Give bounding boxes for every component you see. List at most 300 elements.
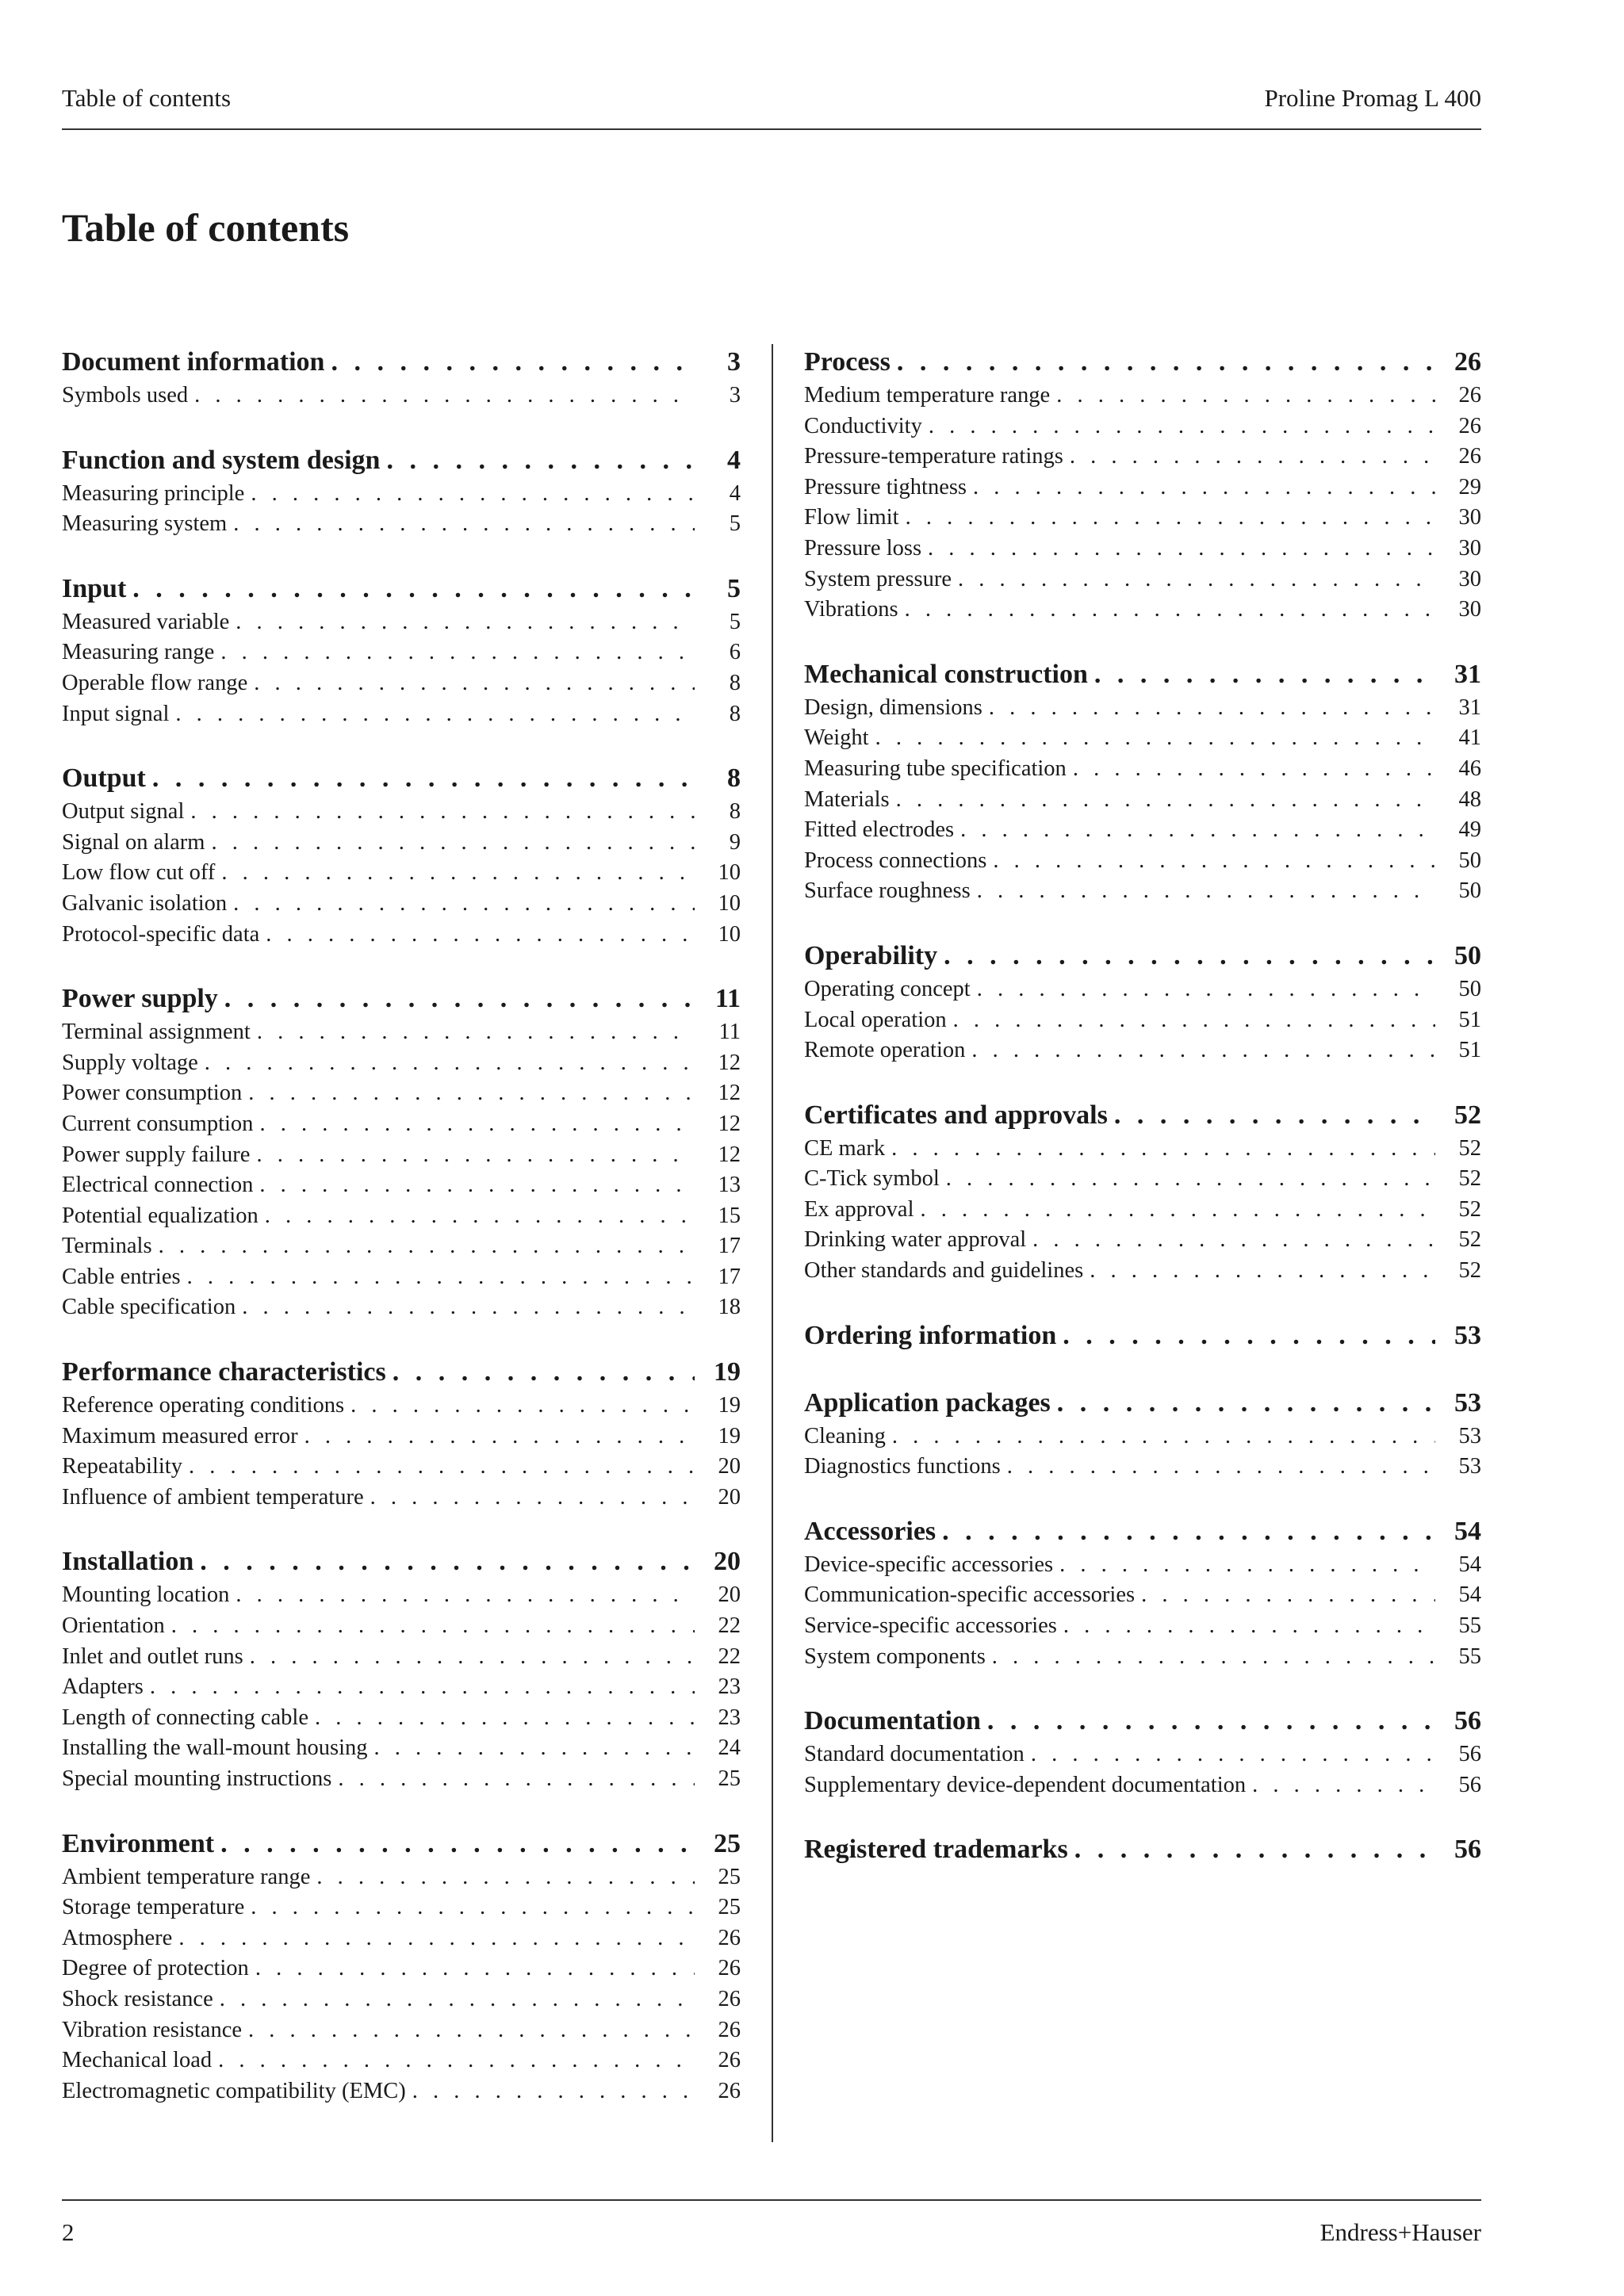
- toc-subentry-title: Ambient temperature range: [62, 1864, 311, 1889]
- toc-section: [62, 1354, 741, 1513]
- toc-page-number: 11: [714, 984, 741, 1014]
- toc-subentry[interactable]: [62, 381, 741, 411]
- toc-section: [804, 344, 1481, 626]
- toc-section-title: Performance characteristics: [62, 1357, 386, 1387]
- toc-page-number: 54: [1454, 1516, 1481, 1546]
- toc-section-entry[interactable]: [62, 981, 741, 1017]
- toc-subentry[interactable]: [62, 509, 741, 540]
- toc-subentry-title: Degree of protection: [62, 1956, 249, 1981]
- toc-subentry[interactable]: [62, 1984, 741, 2015]
- toc-page-number: 25: [714, 1828, 741, 1858]
- toc-subentry-title: Adapters: [62, 1674, 144, 1700]
- dot-leader: [971, 1035, 1435, 1066]
- toc-page-number: 52: [1458, 1258, 1481, 1284]
- toc-subentry-title: Weight: [804, 725, 869, 751]
- dot-leader: [1073, 754, 1435, 785]
- toc-subentry-title: Current consumption: [62, 1111, 254, 1136]
- toc-subentry[interactable]: [62, 2045, 741, 2076]
- toc-page-number: 8: [729, 670, 741, 695]
- toc-subentry-title: Medium temperature range: [804, 383, 1051, 408]
- toc-page-number: 20: [714, 1547, 741, 1577]
- page-footer: [62, 2199, 1481, 2247]
- toc-subentry[interactable]: [62, 1231, 741, 1262]
- toc-subentry[interactable]: [62, 889, 741, 920]
- toc-subentry-title: Output signal: [62, 799, 185, 825]
- toc-subentry[interactable]: [62, 1452, 741, 1483]
- header-product-name: Proline Promag L 400: [1264, 84, 1481, 112]
- dot-leader: [977, 974, 1435, 1005]
- toc-subentry[interactable]: [804, 876, 1481, 907]
- toc-subentry[interactable]: [62, 1703, 741, 1734]
- toc-subentry-title: Protocol-specific data: [62, 921, 260, 947]
- toc-subentry[interactable]: [804, 1035, 1481, 1066]
- toc-subentry[interactable]: [62, 1109, 741, 1140]
- toc-subentry-title: Reference operating conditions: [62, 1393, 345, 1418]
- dot-leader: [1070, 442, 1435, 473]
- toc-subentry[interactable]: [62, 668, 741, 699]
- toc-section: [62, 981, 741, 1323]
- toc-subentry-title: Cleaning: [804, 1423, 886, 1448]
- toc-page-number: 26: [1458, 413, 1481, 438]
- toc-page-number: 25: [718, 1766, 741, 1791]
- toc-section-entry[interactable]: [62, 442, 741, 479]
- toc-subentry[interactable]: [804, 1642, 1481, 1673]
- toc-section-title: Accessories: [804, 1516, 936, 1546]
- toc-page-number: 5: [729, 511, 741, 537]
- dot-leader: [374, 1733, 695, 1764]
- toc-subentry[interactable]: [804, 754, 1481, 785]
- toc-page-number: 52: [1458, 1135, 1481, 1161]
- toc-page-number: 20: [718, 1582, 741, 1608]
- dot-leader: [1056, 381, 1435, 411]
- toc-subentry-title: Power supply failure: [62, 1142, 251, 1167]
- toc-subentry-title: Influence of ambient temperature: [62, 1484, 364, 1510]
- toc-page-number: 12: [718, 1111, 741, 1136]
- toc-subentry[interactable]: [62, 1580, 741, 1611]
- toc-section-entry[interactable]: [62, 1544, 741, 1580]
- toc-section: [62, 1544, 741, 1794]
- toc-subentry-title: Other standards and guidelines: [804, 1258, 1084, 1284]
- dot-leader: [1063, 1318, 1435, 1354]
- dot-leader: [1090, 1256, 1435, 1287]
- toc-subentry[interactable]: [62, 607, 741, 638]
- dot-leader: [254, 668, 695, 699]
- toc-subentry[interactable]: [804, 1195, 1481, 1226]
- header-section-title: Table of contents: [62, 84, 232, 112]
- dot-leader: [1031, 1739, 1435, 1770]
- toc-subentry[interactable]: [62, 1140, 741, 1171]
- toc-page-number: 12: [718, 1081, 741, 1106]
- toc-subentry-title: Inlet and outlet runs: [62, 1644, 243, 1669]
- toc-section-entry[interactable]: [62, 571, 741, 607]
- toc-subentry-title: C-Tick symbol: [804, 1166, 940, 1192]
- toc-page-number: 3: [727, 347, 741, 377]
- toc-subentry[interactable]: [804, 693, 1481, 724]
- toc-subentry-title: Drinking water approval: [804, 1227, 1027, 1253]
- toc-section-title: Environment: [62, 1828, 215, 1858]
- toc-page-number: 8: [727, 763, 741, 794]
- dot-leader: [1063, 1611, 1435, 1642]
- toc-page-number: 52: [1458, 1227, 1481, 1253]
- dot-leader: [1114, 1097, 1435, 1134]
- toc-subentry-title: Measuring principle: [62, 480, 245, 506]
- toc-subentry[interactable]: [804, 1005, 1481, 1036]
- toc-subentry[interactable]: [62, 858, 741, 889]
- toc-subentry-title: Low flow cut off: [62, 860, 216, 886]
- toc-subentry[interactable]: [62, 1892, 741, 1923]
- toc-section-title: Registered trademarks: [804, 1835, 1068, 1865]
- toc-page-number: 53: [1458, 1423, 1481, 1448]
- toc-page-number: 25: [718, 1895, 741, 1920]
- toc-page-number: 24: [718, 1735, 741, 1761]
- toc-subentry-title: Length of connecting cable: [62, 1705, 308, 1730]
- dot-leader: [205, 1048, 695, 1079]
- dot-leader: [266, 920, 695, 951]
- toc-page-number: 8: [729, 701, 741, 726]
- dot-leader: [989, 693, 1435, 724]
- toc-subentry[interactable]: [804, 442, 1481, 473]
- toc-subentry[interactable]: [62, 699, 741, 730]
- dot-leader: [946, 1164, 1435, 1195]
- toc-subentry[interactable]: [62, 1483, 741, 1513]
- toc-subentry-title: CE mark: [804, 1135, 886, 1161]
- toc-page-number: 53: [1454, 1320, 1481, 1350]
- toc-page-number: 51: [1458, 1007, 1481, 1032]
- toc-section-entry[interactable]: [804, 1097, 1481, 1134]
- toc-page-number: 56: [1454, 1835, 1481, 1865]
- toc-subentry[interactable]: [62, 1611, 741, 1642]
- toc-page-number: 56: [1458, 1742, 1481, 1767]
- dot-leader: [921, 1195, 1436, 1226]
- toc-subentry-title: Potential equalization: [62, 1203, 259, 1228]
- dot-leader: [194, 381, 695, 411]
- toc-page-number: 26: [718, 2017, 741, 2042]
- toc-section-title: Application packages: [804, 1387, 1051, 1418]
- dot-leader: [1094, 656, 1435, 693]
- dot-leader: [233, 889, 695, 920]
- toc-subentry[interactable]: [62, 1422, 741, 1452]
- toc-subentry[interactable]: [804, 381, 1481, 411]
- toc-page-number: 56: [1458, 1772, 1481, 1797]
- dot-leader: [316, 1862, 695, 1893]
- toc-subentry[interactable]: [62, 2076, 741, 2107]
- toc-subentry[interactable]: [804, 1550, 1481, 1581]
- column-divider: [772, 344, 773, 2142]
- dot-leader: [132, 571, 695, 607]
- toc-subentry[interactable]: [62, 1954, 741, 1984]
- toc-page-number: 5: [727, 573, 741, 603]
- toc-subentry[interactable]: [62, 1048, 741, 1079]
- toc-subentry-title: Mechanical load: [62, 2048, 213, 2073]
- toc-page-number: 30: [1458, 566, 1481, 591]
- toc-subentry[interactable]: [62, 828, 741, 859]
- toc-subentry-title: Electrical connection: [62, 1173, 254, 1198]
- toc-page-number: 51: [1458, 1038, 1481, 1063]
- toc-subentry-title: Remote operation: [804, 1038, 966, 1063]
- dot-leader: [315, 1703, 695, 1734]
- toc-section-title: Document information: [62, 347, 325, 377]
- toc-page-number: 31: [1458, 695, 1481, 720]
- toc-subentry[interactable]: [62, 1672, 741, 1703]
- dot-leader: [1057, 1385, 1435, 1422]
- toc-subentry[interactable]: [62, 1764, 741, 1795]
- dot-leader: [993, 846, 1435, 877]
- toc-page-number: 12: [718, 1050, 741, 1075]
- toc-subentry-title: Local operation: [804, 1007, 947, 1032]
- dot-leader: [412, 2076, 695, 2107]
- dot-leader: [953, 1005, 1435, 1036]
- toc-subentry-title: Input signal: [62, 701, 170, 726]
- toc-section-entry[interactable]: [804, 938, 1481, 974]
- dot-leader: [220, 637, 695, 668]
- toc-section-entry[interactable]: [804, 1318, 1481, 1354]
- toc-subentry-title: Design, dimensions: [804, 695, 982, 720]
- toc-section: [62, 571, 741, 729]
- toc-subentry-title: Ex approval: [804, 1196, 914, 1222]
- toc-section-entry[interactable]: [804, 1831, 1481, 1868]
- toc-subentry-title: Orientation: [62, 1613, 165, 1639]
- toc-subentry[interactable]: [804, 815, 1481, 846]
- dot-leader: [929, 411, 1435, 442]
- dot-leader: [251, 479, 695, 510]
- toc-section-entry[interactable]: [804, 656, 1481, 693]
- toc-page-number: 49: [1458, 817, 1481, 843]
- dot-leader: [248, 2015, 695, 2046]
- toc-page-number: 17: [718, 1264, 741, 1289]
- toc-page-number: 54: [1458, 1552, 1481, 1577]
- toc-subentry[interactable]: [62, 1733, 741, 1764]
- toc-page-number: 8: [729, 799, 741, 825]
- toc-page-number: 55: [1458, 1613, 1481, 1639]
- toc-section: [804, 656, 1481, 907]
- toc-subentry[interactable]: [804, 1770, 1481, 1801]
- toc-subentry[interactable]: [62, 1862, 741, 1893]
- toc-page-number: 20: [718, 1484, 741, 1510]
- toc-page-number: 26: [718, 1956, 741, 1981]
- toc-subentry-title: Fitted electrodes: [804, 817, 955, 843]
- toc-section: [62, 760, 741, 950]
- dot-leader: [1141, 1580, 1435, 1611]
- toc-subentry[interactable]: [804, 974, 1481, 1005]
- toc-subentry-title: Terminal assignment: [62, 1020, 251, 1045]
- dot-leader: [248, 1078, 695, 1109]
- toc-page-number: 4: [729, 480, 741, 506]
- toc-subentry-title: Symbols used: [62, 383, 189, 408]
- toc-subentry-title: Measuring system: [62, 511, 228, 537]
- toc-page-number: 22: [718, 1644, 741, 1669]
- toc-subentry[interactable]: [804, 1452, 1481, 1483]
- dot-leader: [250, 1642, 695, 1673]
- toc-subentry-title: Operable flow range: [62, 670, 248, 695]
- toc-column-left: [62, 344, 741, 2137]
- toc-column-right: [804, 344, 1481, 1899]
- toc-subentry-title: Storage temperature: [62, 1895, 245, 1920]
- toc-subentry[interactable]: [62, 1170, 741, 1201]
- dot-leader: [189, 1452, 695, 1483]
- dot-leader: [977, 876, 1435, 907]
- toc-section-entry[interactable]: [804, 344, 1481, 381]
- page-number: 2: [62, 2218, 75, 2246]
- toc-subentry[interactable]: [62, 1642, 741, 1673]
- toc-subentry[interactable]: [62, 637, 741, 668]
- toc-subentry[interactable]: [804, 846, 1481, 877]
- toc-subentry[interactable]: [62, 1262, 741, 1293]
- toc-subentry[interactable]: [62, 920, 741, 951]
- toc-subentry[interactable]: [62, 1923, 741, 1954]
- toc-subentry-title: Measuring range: [62, 640, 215, 665]
- toc-page-number: 26: [718, 1925, 741, 1950]
- toc-section-entry[interactable]: [62, 1354, 741, 1391]
- toc-page-number: 12: [718, 1142, 741, 1167]
- toc-subentry-title: Surface roughness: [804, 878, 971, 904]
- toc-section-title: Power supply: [62, 984, 218, 1014]
- toc-section-title: Output: [62, 763, 146, 794]
- toc-page-number: 30: [1458, 505, 1481, 530]
- dot-leader: [224, 981, 695, 1017]
- toc-subentry[interactable]: [804, 564, 1481, 595]
- toc-subentry-title: Maximum measured error: [62, 1423, 298, 1448]
- dot-leader: [393, 1354, 695, 1391]
- dot-leader: [896, 785, 1435, 816]
- dot-leader: [992, 1642, 1435, 1673]
- toc-subentry[interactable]: [804, 1580, 1481, 1611]
- toc-page-number: 23: [718, 1705, 741, 1730]
- toc-subentry[interactable]: [804, 411, 1481, 442]
- toc-section-entry[interactable]: [804, 1385, 1481, 1422]
- toc-page-number: 46: [1458, 756, 1481, 781]
- dot-leader: [960, 815, 1435, 846]
- toc-page-number: 41: [1458, 725, 1481, 751]
- toc-page-number: 56: [1454, 1706, 1481, 1736]
- toc-subentry[interactable]: [804, 1422, 1481, 1452]
- toc-subentry-title: System pressure: [804, 566, 952, 591]
- toc-subentry[interactable]: [804, 1739, 1481, 1770]
- toc-subentry[interactable]: [62, 1292, 741, 1323]
- toc-section: [804, 1385, 1481, 1483]
- toc-subentry-title: Pressure loss: [804, 535, 922, 561]
- toc-subentry[interactable]: [804, 1611, 1481, 1642]
- toc-subentry-title: Shock resistance: [62, 1986, 213, 2011]
- toc-subentry-title: Process connections: [804, 848, 987, 873]
- dot-leader: [175, 699, 695, 730]
- toc-section-entry[interactable]: [62, 760, 741, 797]
- toc-subentry-title: Operating concept: [804, 976, 971, 1001]
- toc-subentry[interactable]: [62, 797, 741, 828]
- toc-subentry-title: Galvanic isolation: [62, 890, 228, 916]
- brand-name: Endress+Hauser: [1320, 2218, 1481, 2246]
- toc-subentry[interactable]: [804, 723, 1481, 754]
- toc-subentry[interactable]: [804, 595, 1481, 626]
- toc-page-number: 5: [729, 609, 741, 634]
- toc-page-number: 26: [1454, 347, 1481, 377]
- toc-subentry[interactable]: [62, 2015, 741, 2046]
- toc-section: [804, 1831, 1481, 1868]
- toc-subentry[interactable]: [804, 1134, 1481, 1165]
- toc-page-number: 26: [1458, 383, 1481, 408]
- toc-page-number: 26: [718, 2078, 741, 2103]
- toc-page-number: 13: [718, 1173, 741, 1198]
- toc-subentry[interactable]: [804, 503, 1481, 534]
- toc-page-number: 31: [1454, 659, 1481, 689]
- toc-subentry-title: Supplementary device-dependent documentation: [804, 1772, 1247, 1797]
- toc-page-number: 19: [718, 1393, 741, 1418]
- toc-subentry-title: Power consumption: [62, 1081, 243, 1106]
- toc-section-entry[interactable]: [62, 1826, 741, 1862]
- toc-section-entry[interactable]: [62, 344, 741, 381]
- dot-leader: [220, 1826, 695, 1862]
- toc-subentry-title: Installing the wall-mount housing: [62, 1735, 368, 1761]
- toc-page-number: 26: [1458, 444, 1481, 469]
- dot-leader: [942, 1513, 1435, 1550]
- toc-subentry[interactable]: [62, 1078, 741, 1109]
- dot-leader: [1252, 1770, 1435, 1801]
- toc-subentry[interactable]: [804, 1164, 1481, 1195]
- toc-subentry-title: Repeatability: [62, 1454, 182, 1479]
- dot-leader: [187, 1262, 695, 1293]
- toc-section-entry[interactable]: [804, 1513, 1481, 1550]
- toc-page-number: 9: [729, 829, 741, 855]
- toc-subentry-title: Communication-specific accessories: [804, 1582, 1136, 1608]
- toc-page-number: 22: [718, 1613, 741, 1639]
- toc-subentry-title: Device-specific accessories: [804, 1552, 1054, 1577]
- dot-leader: [152, 760, 695, 797]
- dot-leader: [251, 1892, 695, 1923]
- dot-leader: [350, 1391, 695, 1422]
- toc-subentry-title: Pressure-temperature ratings: [804, 444, 1063, 469]
- dot-leader: [190, 797, 695, 828]
- toc-section: [62, 442, 741, 540]
- toc-subentry[interactable]: [804, 473, 1481, 503]
- toc-page-number: 48: [1458, 786, 1481, 812]
- toc-subentry[interactable]: [804, 1256, 1481, 1287]
- dot-leader: [255, 1954, 695, 1984]
- dot-leader: [370, 1483, 695, 1513]
- toc-section-title: Input: [62, 573, 127, 603]
- toc-subentry[interactable]: [62, 1201, 741, 1232]
- toc-subentry[interactable]: [62, 479, 741, 510]
- toc-subentry[interactable]: [62, 1017, 741, 1048]
- dot-leader: [897, 344, 1435, 381]
- dot-leader: [220, 1984, 695, 2015]
- dot-leader: [331, 344, 695, 381]
- toc-subentry-title: Cable entries: [62, 1264, 181, 1289]
- page-header: [62, 84, 1481, 130]
- dot-leader: [892, 1422, 1435, 1452]
- toc-page-number: 55: [1458, 1644, 1481, 1669]
- toc-section-title: Installation: [62, 1547, 194, 1577]
- toc-section: [804, 938, 1481, 1066]
- toc-subentry[interactable]: [804, 534, 1481, 564]
- dot-leader: [265, 1201, 695, 1232]
- dot-leader: [1032, 1225, 1435, 1256]
- toc-section-entry[interactable]: [804, 1703, 1481, 1739]
- toc-subentry[interactable]: [804, 1225, 1481, 1256]
- toc-page-number: 30: [1458, 535, 1481, 561]
- dot-leader: [338, 1764, 695, 1795]
- toc-subentry[interactable]: [804, 785, 1481, 816]
- toc-section-title: Certificates and approvals: [804, 1100, 1108, 1130]
- toc-page-number: 20: [718, 1454, 741, 1479]
- dot-leader: [987, 1703, 1435, 1739]
- toc-page-number: 26: [718, 2048, 741, 2073]
- toc-subentry-title: Vibrations: [804, 597, 898, 622]
- toc-subentry[interactable]: [62, 1391, 741, 1422]
- toc-section-title: Documentation: [804, 1706, 981, 1736]
- dot-leader: [905, 595, 1435, 626]
- dot-leader: [1074, 1831, 1435, 1868]
- toc-subentry-title: Atmosphere: [62, 1925, 173, 1950]
- dot-leader: [171, 1611, 695, 1642]
